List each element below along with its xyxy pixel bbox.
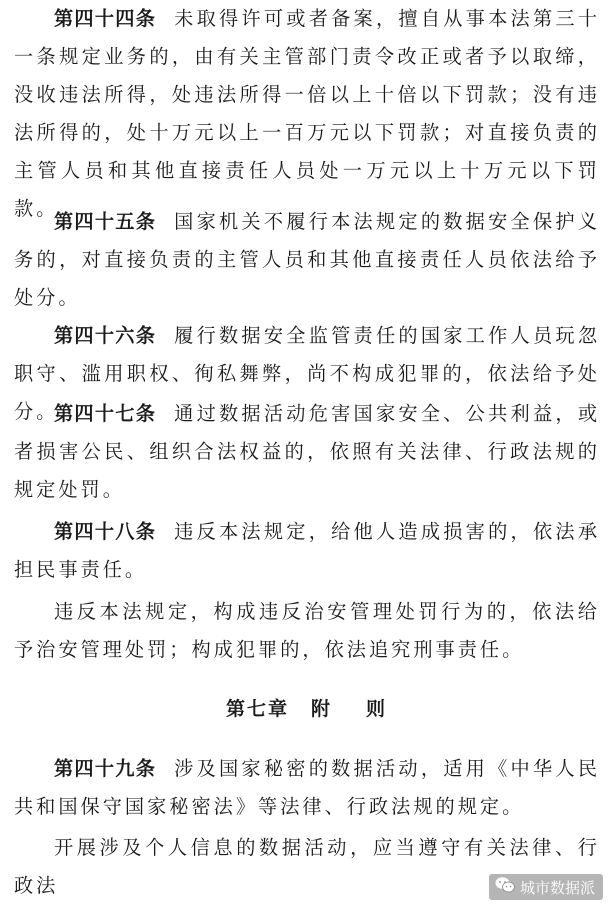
article-number: 第四十八条 [54,520,157,543]
watermark-text: 城市数据派 [519,878,595,897]
article-text: 未取得许可或者备案，擅自从事本法第三十一条规定业务的，由有关主管部门责令改正或者予以取缔，没收违法所得，处违法所得一倍以上十倍以下罚款；没有违法所得的，处十万元以上一百万元以下罚款；对直接负责的主管人员和其他直接责任人员处一万元以上十万元以下罚款。 [14,7,601,220]
article-number: 第四十九条 [54,757,157,780]
article-45 [14,203,600,317]
article-text: 国家机关不履行本法规定的数据安全保护义务的，对直接负责的主管人员和其他直接责任人员依法给予处分。 [14,210,601,309]
article-48 [14,513,600,589]
paragraph-text: 违反本法规定，构成违反治安管理处罚行为的，依法给予治安管理处罚；构成犯罪的，依法追究刑事责任。 [14,600,600,661]
article-number: 第四十四条 [54,7,157,30]
article-48-para-2 [14,593,600,669]
article-text: 涉及国家秘密的数据活动，适用《中华人民共和国保守国家秘密法》等法律、行政法规的规定。 [14,757,601,818]
article-text: 通过数据活动危害国家安全、公共利益，或者损害公民、组织合法权益的，依照有关法律、行政法规的规定处罚。 [14,402,601,501]
article-number: 第四十七条 [54,402,157,425]
paragraph-text: 开展涉及个人信息的数据活动，应当遵守有关法律、行政法 [14,836,600,897]
article-47 [14,395,600,509]
article-49 [14,750,600,826]
wechat-icon [495,876,520,898]
article-text: 违反本法规定，给他人造成损害的，依法承担民事责任。 [14,520,601,581]
article-44 [14,0,600,228]
article-text: 履行数据安全监管责任的国家工作人员玩忽职守、滥用职权、徇私舞弊，尚不构成犯罪的，依法给予处分。 [14,324,601,423]
chapter-number: 第七章 [225,698,289,720]
source-watermark [489,874,603,900]
chapter-title-a: 附 [310,698,332,720]
chapter-title-b: 则 [366,698,388,720]
article-number: 第四十五条 [54,210,157,233]
chapter-heading [0,690,613,728]
article-number: 第四十六条 [54,324,157,347]
